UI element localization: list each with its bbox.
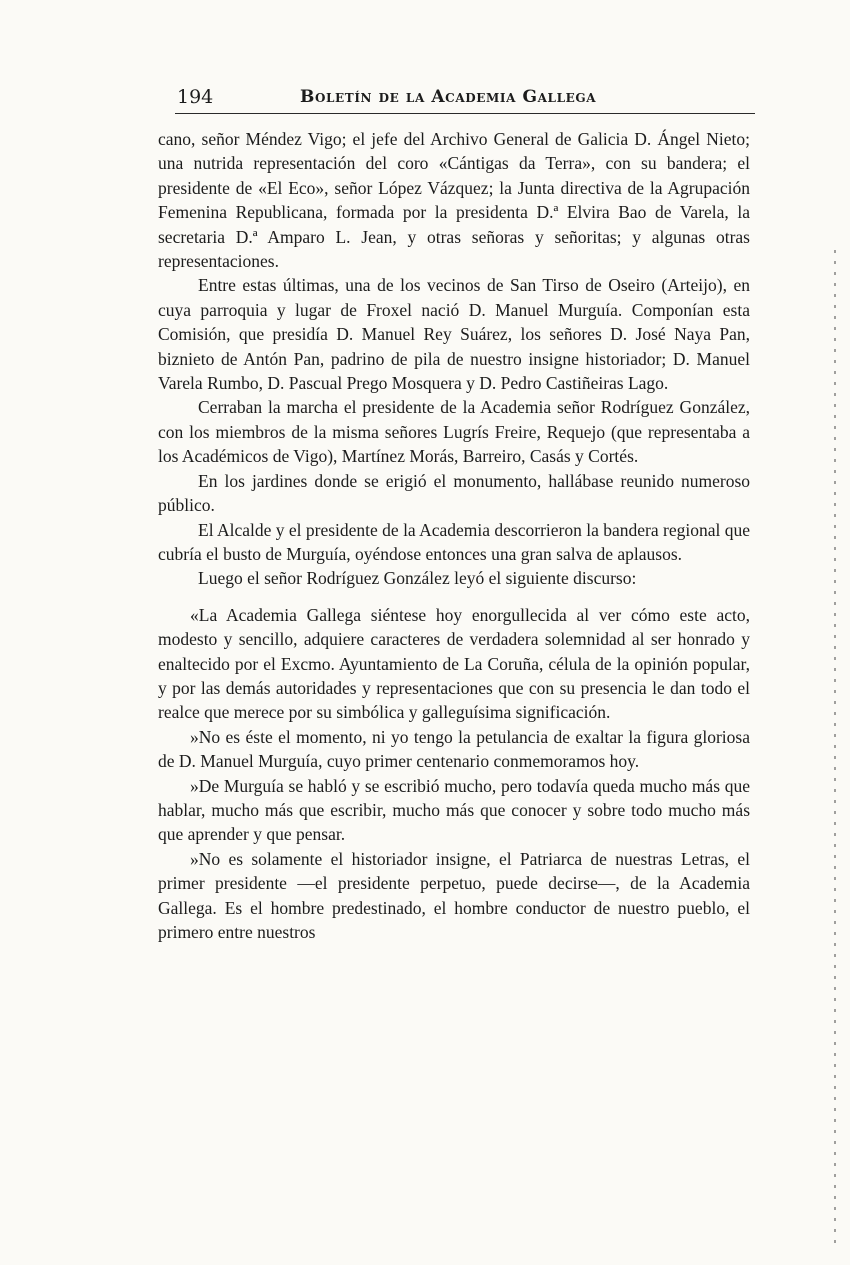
paragraph-continued: cano, señor Méndez Vigo; el jefe del Archivo General de Galicia D. Ángel Nieto; una nutrida representación del coro «Cántigas da Terra», con su bandera; el presidente de «El Eco», señor López Vázquez; la Junta directiva de la Agrupación Femenina Republicana, formada por la presidenta D.ª Elvira Bao de Varela, la secretaria D.ª Amparo L. Jean, y otras señoras y señoritas; y algunas otras representaciones. xyxy=(158,129,750,272)
paragraph: Cerraban la marcha el presidente de la Academia señor Rodríguez González, con los miembros de la misma señores Lugrís Freire, Requejo (que representaba a los Académicos de Vigo), Martínez Morás, Barreiro, Casás y Cortés. xyxy=(158,397,750,467)
running-title: Boletín de la Academia Gallega xyxy=(300,87,597,107)
header-rule xyxy=(175,113,755,114)
paragraph: Entre estas últimas, una de los vecinos de San Tirso de Oseiro (Arteijo), en cuya parroquia y lugar de Froxel nació D. Manuel Murguía. Componían esta Comisión, que presidía D. Manuel Rey Suárez, los señores D. José Naya Pan, biznieto de Antón Pan, padrino de pila de nuestro insigne historiador; D. Manuel Varela Rumbo, D. Pascual Prego Mosquera y D. Pedro Castiñeiras Lago. xyxy=(158,275,750,394)
speech-paragraph: »De Murguía se habló y se escribió mucho, pero todavía queda mucho más que hablar, mucho más que escribir, mucho más que conocer y sobre todo mucho más que aprender y que pensar. xyxy=(158,775,750,845)
page-number: 194 xyxy=(177,86,214,108)
page-header xyxy=(175,82,753,112)
speech-paragraph: «La Academia Gallega siéntese hoy enorgullecida al ver cómo este acto, modesto y sencillo, adquiere caracteres de verdadera solemnidad al ser honrado y enaltecido por el Excmo. Ayuntamiento de La Coruña, célula de la opinión popular, y por las demás autoridades y representaciones que con su presencia le dan todo el realce que merece por su simbólica y galleguísima significación. xyxy=(158,604,750,723)
speech-paragraph: »No es solamente el historiador insigne, el Patriarca de nuestras Letras, el primer presidente —el presidente perpetuo, puede decirse—, de la Academia Gallega. Es el hombre predestinado, el hombre conductor de nuestro pueblo, el primero entre nuestros xyxy=(158,848,750,942)
paragraph: El Alcalde y el presidente de la Academia descorrieron la bandera regional que cubría el busto de Murguía, oyéndose entonces una gran salva de aplausos. xyxy=(158,519,750,564)
speech-paragraph: »No es éste el momento, ni yo tengo la petulancia de exaltar la figura gloriosa de D. Manuel Murguía, cuyo primer centenario conmemoramos hoy. xyxy=(158,726,750,772)
paragraph: Luego el señor Rodríguez González leyó el siguiente discurso: xyxy=(198,568,637,589)
scan-edge-marks xyxy=(834,250,836,1250)
body-text xyxy=(158,127,750,944)
paragraph: En los jardines donde se erigió el monumento, hallábase reunido numeroso público. xyxy=(158,470,750,516)
